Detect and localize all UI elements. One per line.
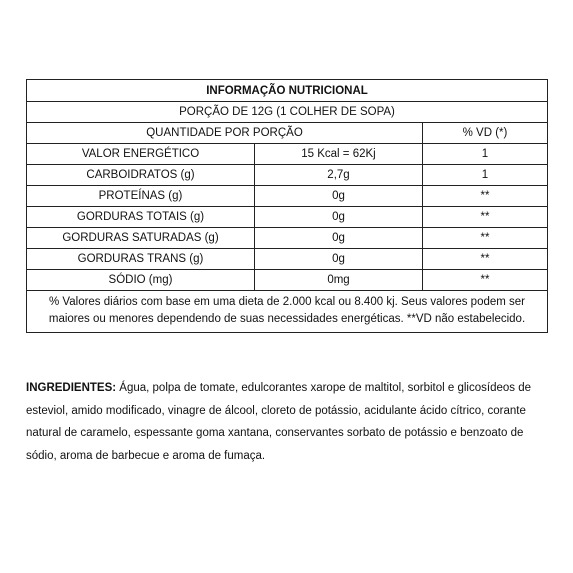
ingredients-paragraph <box>26 377 551 467</box>
table-row <box>27 228 548 249</box>
nutrient-vd: ** <box>423 270 548 291</box>
nutrient-amount: 0g <box>255 228 423 249</box>
nutrient-vd: 1 <box>423 165 548 186</box>
table-row <box>27 144 548 165</box>
nutrient-amount: 15 Kcal = 62Kj <box>255 144 423 165</box>
nutrient-vd: ** <box>423 249 548 270</box>
nutrient-vd: 1 <box>423 144 548 165</box>
table-row <box>27 207 548 228</box>
nutrient-amount: 0g <box>255 207 423 228</box>
nutrient-vd: ** <box>423 186 548 207</box>
nutrient-name: GORDURAS TRANS (g) <box>27 249 255 270</box>
nutrition-facts-panel <box>26 79 547 333</box>
nutrient-name: SÓDIO (mg) <box>27 270 255 291</box>
nutrition-table <box>26 79 548 333</box>
nutrient-vd: ** <box>423 228 548 249</box>
ingredients-text: Água, polpa de tomate, edulcorantes xarope de maltitol, sorbitol e glicosídeos de esteviol, amido modificado, vinagre de álcool, cloreto de potássio, acidulante ácido cítrico, corante natural de caramelo, espessante goma xantana, conservantes sorbato de potássio e benzoato de sódio, aroma de barbecue e aroma de fumaça. <box>26 382 531 462</box>
nutrient-amount: 0mg <box>255 270 423 291</box>
nutrient-amount: 2,7g <box>255 165 423 186</box>
nutrition-title: INFORMAÇÃO NUTRICIONAL <box>27 80 548 102</box>
nutrient-name: CARBOIDRATOS (g) <box>27 165 255 186</box>
nutrient-name: GORDURAS SATURADAS (g) <box>27 228 255 249</box>
nutrient-amount: 0g <box>255 186 423 207</box>
title-row <box>27 80 548 102</box>
nutrient-name: PROTEÍNAS (g) <box>27 186 255 207</box>
nutrient-name: GORDURAS TOTAIS (g) <box>27 207 255 228</box>
portion-size: PORÇÃO DE 12G (1 COLHER DE SOPA) <box>27 102 548 123</box>
table-row <box>27 186 548 207</box>
table-row <box>27 270 548 291</box>
nutrient-name: VALOR ENERGÉTICO <box>27 144 255 165</box>
portion-row <box>27 102 548 123</box>
ingredients-label: INGREDIENTES: <box>26 382 117 394</box>
quantity-header: QUANTIDADE POR PORÇÃO <box>27 123 423 144</box>
nutrient-vd: ** <box>423 207 548 228</box>
vd-header: % VD (*) <box>423 123 548 144</box>
header-row <box>27 123 548 144</box>
table-row <box>27 165 548 186</box>
daily-values-footnote: % Valores diários com base em uma dieta de 2.000 kcal ou 8.400 kj. Seus valores podem ser maiores ou menores dependendo de suas necessidades energéticas. **VD não estabelecido. <box>27 291 548 333</box>
table-row <box>27 249 548 270</box>
nutrient-amount: 0g <box>255 249 423 270</box>
footnote-row <box>27 291 548 333</box>
